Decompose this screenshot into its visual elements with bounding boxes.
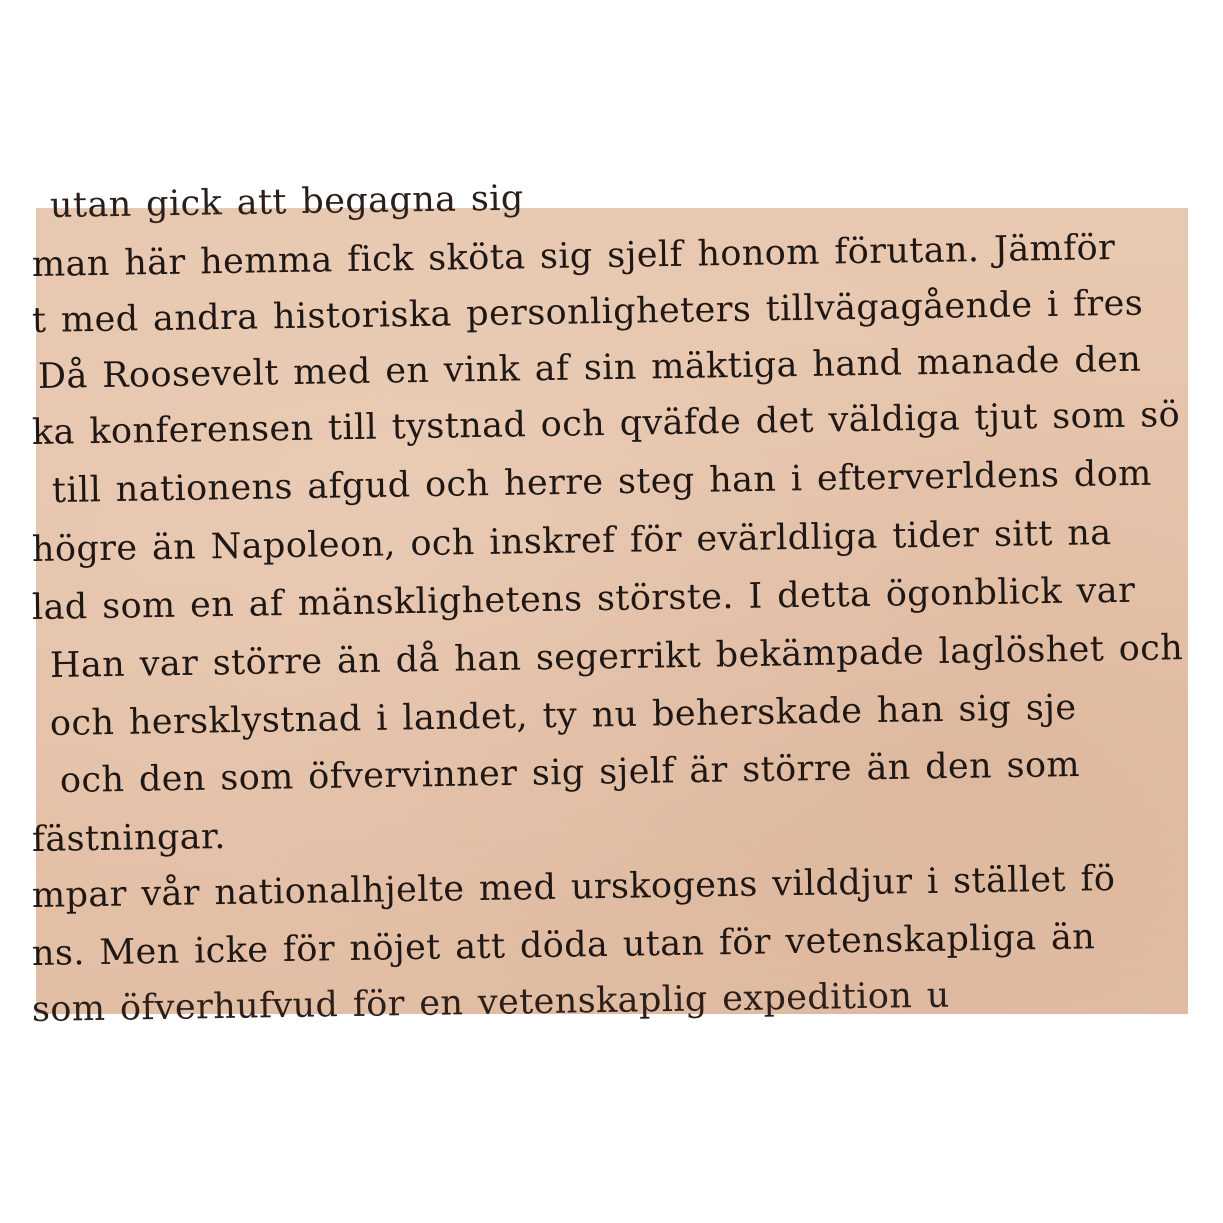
- text-line: som öfverhufvud för en vetenskaplig expedition u: [31, 975, 951, 1030]
- scanned-page: [31, 178, 1188, 1030]
- text-line: lad som en af mänsklighetens störste. I detta ögonblick var: [31, 570, 1136, 628]
- text-line: ka konferensen till tystnad och qväfde det väldiga tjut som sö: [31, 394, 1181, 453]
- text-line: fästningar.: [31, 816, 227, 860]
- text-line: till nationens afgud och herre steg han i efterverldens dom: [51, 453, 1153, 511]
- text-line: utan gick att begagna sig: [49, 178, 524, 226]
- text-line: man här hemma fick sköta sig sjelf honom förutan. Jämför: [31, 227, 1116, 285]
- text-line: mpar vår nationalhjelte med urskogens vilddjur i stället fö: [31, 858, 1116, 916]
- text-line: högre än Napoleon, och inskref för evärldliga tider sitt na: [31, 513, 1112, 570]
- text-line: ns. Men icke för nöjet att döda utan för vetenskapliga än: [31, 917, 1096, 974]
- text-line: Då Roosevelt med en vink af sin mäktiga hand manade den: [37, 339, 1142, 397]
- text-line: t med andra historiska personligheters tillvägagående i fres: [31, 283, 1144, 341]
- text-line: Han var större än då han segerrikt bekämpade laglöshet och: [49, 628, 1184, 686]
- text-line: och hersklystnad i landet, ty nu beherskade han sig sje: [49, 687, 1077, 744]
- text-line: och den som öfvervinner sig sjelf är större än den som: [59, 744, 1081, 801]
